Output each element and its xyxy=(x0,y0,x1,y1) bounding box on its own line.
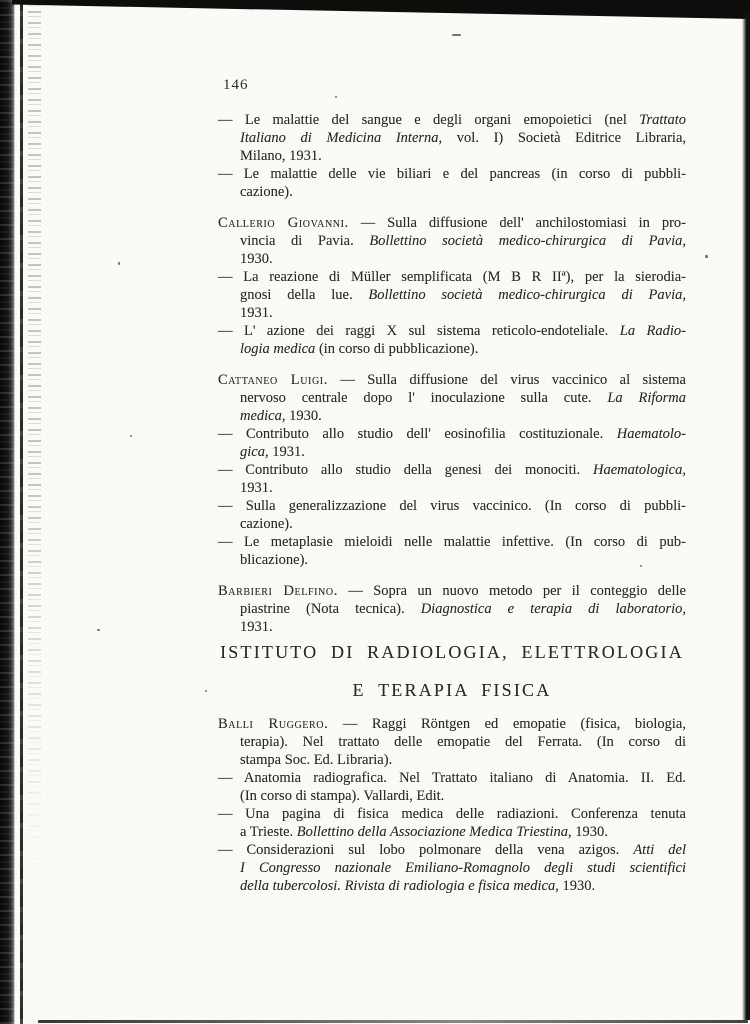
entry-line xyxy=(240,515,686,533)
entry-line xyxy=(240,443,686,461)
entry-line xyxy=(218,425,686,443)
entry-text: — Sulla diffusione dell' anchilostomiasi in pro- xyxy=(348,215,686,231)
scan-speck xyxy=(452,34,461,36)
entry-text: — La reazione di Müller semplificata (M B R IIª), per la sierodia- xyxy=(218,269,686,285)
scan-speck xyxy=(705,255,708,258)
entry-line xyxy=(218,805,686,823)
author-name: Barbieri Delfino. xyxy=(218,583,338,599)
entry-line xyxy=(240,340,686,358)
entry-line xyxy=(240,787,686,805)
bibliography-text-block xyxy=(218,111,686,895)
entry-text: 1930. xyxy=(240,251,273,267)
entry-text: (in corso di pubblicazione). xyxy=(315,341,479,357)
page-number: 146 xyxy=(223,77,249,93)
author-name: Balli Ruggero. xyxy=(218,716,329,732)
bibliography-entry xyxy=(218,268,686,322)
entry-text: 1931. xyxy=(240,305,273,321)
entry-line xyxy=(218,582,686,600)
entry-line xyxy=(218,371,686,389)
entry-text: — Contributo allo studio della genesi dei monociti. xyxy=(218,462,593,478)
cited-title-text: logia medica xyxy=(240,341,316,357)
cited-title-text: della tubercolosi. Rivista di radiologia e fisica medica xyxy=(240,878,556,894)
entry-line xyxy=(240,551,686,569)
entry-text: — Sopra un nuovo metodo per il conteggio delle xyxy=(337,583,686,599)
bibliography-entry xyxy=(218,371,686,425)
entry-line xyxy=(240,733,686,751)
entry-text: , xyxy=(682,601,687,617)
author-name: Cattaneo Luigi. xyxy=(218,372,328,388)
cited-title-text: medica xyxy=(240,408,282,424)
scan-speck xyxy=(335,96,337,98)
entry-line xyxy=(218,111,686,129)
scan-speck xyxy=(205,690,207,692)
bibliography-entry xyxy=(218,805,686,841)
bibliography-section xyxy=(218,715,686,895)
entry-text: gnosi della lue. xyxy=(240,287,369,303)
bibliography-entry xyxy=(218,322,686,358)
entry-line xyxy=(218,769,686,787)
cited-title-text: Italiano di Medicina Interna xyxy=(240,130,439,146)
bibliography-entry xyxy=(218,461,686,497)
entry-text: — Contributo allo studio dell' eosinofilia costituzionale. xyxy=(218,426,617,442)
bibliography-sections-after-heading xyxy=(218,715,686,895)
entry-text: (In corso di stampa). Vallardi, Edit. xyxy=(240,788,445,804)
entry-text: — Considerazioni sul lobo polmonare della vena azigos. xyxy=(218,842,634,858)
entry-text: — Le malattie del sangue e degli organi emopoietici (nel xyxy=(218,112,640,128)
entry-line xyxy=(218,322,686,340)
bibliography-section xyxy=(218,214,686,358)
institute-heading-line-1: ISTITUTO DI RADIOLOGIA, ELETTROLOGIA xyxy=(220,642,684,662)
entry-line xyxy=(240,129,686,147)
entry-line xyxy=(240,618,686,636)
institute-heading xyxy=(218,641,686,701)
entry-text: — Raggi Röntgen ed emopatie (fisica, biologia, xyxy=(328,716,686,732)
entry-text: a Trieste. xyxy=(240,824,297,840)
scan-speck xyxy=(97,629,100,631)
bibliography-entry xyxy=(218,841,686,895)
entry-text: — Una pagina di fisica medica delle radiazioni. Conferenza tenuta xyxy=(218,806,686,822)
scan-speck xyxy=(118,262,120,265)
bibliography-section xyxy=(218,371,686,569)
entry-line xyxy=(218,841,686,859)
entry-text: — L' azione dei raggi X sul sistema reticolo-endoteliale. xyxy=(218,323,620,339)
entry-line xyxy=(240,147,686,165)
entry-line xyxy=(240,286,686,304)
entry-text: 1931. xyxy=(240,619,273,635)
bibliography-section xyxy=(218,111,686,201)
entry-line xyxy=(240,479,686,497)
entry-text: Milano, 1931. xyxy=(240,148,322,164)
institute-heading-line-2: E TERAPIA FISICA xyxy=(352,680,552,700)
entry-line xyxy=(218,214,686,232)
cited-title-text: Atti del xyxy=(633,842,686,858)
entry-line xyxy=(240,859,686,877)
entry-text: , 1931. xyxy=(264,444,305,460)
entry-text: nervoso centrale dopo l' inoculazione sulla cute. xyxy=(240,390,608,406)
bibliography-entry xyxy=(218,715,686,769)
bibliography-entry xyxy=(218,425,686,461)
entry-text: , xyxy=(682,462,686,478)
binding-speckle-texture xyxy=(28,0,41,880)
entry-text: — Sulla generalizzazione del virus vaccinico. (In corso di pubbli- xyxy=(218,498,686,514)
entry-text: — Le metaplasie mieloidi nelle malattie infettive. (In corso di pub- xyxy=(218,534,686,550)
entry-text: , 1930. xyxy=(567,824,608,840)
entry-line xyxy=(218,533,686,551)
entry-text: stampa Soc. Ed. Libraria). xyxy=(240,752,393,768)
binding-crease-line xyxy=(20,0,23,1024)
entry-text: vincia di Pavia. xyxy=(240,233,370,249)
bibliography-sections-before-heading xyxy=(218,111,686,636)
cited-title-text: La Riforma xyxy=(607,390,686,406)
cited-title-text: Bollettino società medico-chirurgica di Pavia, xyxy=(369,233,687,249)
cited-title-text: Diagnostica e terapia di laboratorio xyxy=(420,601,683,617)
entry-line xyxy=(240,183,686,201)
bibliography-entry xyxy=(218,582,686,636)
entry-line xyxy=(218,268,686,286)
entry-text: , 1930. xyxy=(555,878,596,894)
cited-title-text: Haematologica xyxy=(592,462,683,478)
entry-text: piastrine (Nota tecnica). xyxy=(240,601,421,617)
entry-line xyxy=(240,250,686,268)
scan-bottom-shadow xyxy=(38,1020,748,1023)
entry-text: cazione). xyxy=(240,184,293,200)
scan-right-shadow xyxy=(742,13,750,1020)
entry-line xyxy=(240,232,686,250)
entry-text: , vol. I) Società Editrice Libraria, xyxy=(438,130,687,146)
entry-text: blicazione). xyxy=(240,552,309,568)
cited-title-text: La Radio- xyxy=(619,323,687,339)
cited-title-text: I Congresso nazionale Emiliano-Romagnolo degli studi scientifici xyxy=(240,860,686,876)
bibliography-section xyxy=(218,582,686,636)
entry-text: terapia). Nel trattato delle emopatie del Ferrata. (In corso di xyxy=(240,734,686,750)
cited-title-text: Bollettino società medico-chirurgica di Pavia, xyxy=(368,287,686,303)
entry-text: — Sulla diffusione del virus vaccinico al sistema xyxy=(327,372,686,388)
entry-line xyxy=(240,407,686,425)
scan-top-shadow xyxy=(12,0,750,19)
bibliography-entry xyxy=(218,497,686,533)
entry-text: , 1930. xyxy=(281,408,322,424)
cited-title-text: Bollettino della Associazione Medica Triestina xyxy=(296,824,568,840)
cited-title-text: Trattato xyxy=(639,112,686,128)
entry-line xyxy=(240,304,686,322)
entry-line xyxy=(218,165,686,183)
entry-line xyxy=(218,715,686,733)
entry-line xyxy=(240,823,686,841)
entry-text: — Anatomia radiografica. Nel Trattato italiano di Anatomia. II. Ed. xyxy=(218,770,686,786)
scan-speck xyxy=(130,435,132,437)
entry-text: — Le malattie delle vie biliari e del pancreas (in corso di pubbli- xyxy=(218,166,686,182)
bibliography-entry xyxy=(218,769,686,805)
entry-line xyxy=(218,461,686,479)
entry-line xyxy=(240,751,686,769)
bibliography-entry xyxy=(218,165,686,201)
entry-line xyxy=(218,497,686,515)
entry-line xyxy=(240,389,686,407)
bibliography-entry xyxy=(218,533,686,569)
cited-title-text: gica xyxy=(240,444,265,460)
entry-line xyxy=(240,877,686,895)
entry-text: cazione). xyxy=(240,516,293,532)
book-binding-edge xyxy=(0,0,15,1024)
bibliography-entry xyxy=(218,111,686,165)
cited-title-text: Haematolo- xyxy=(616,426,686,442)
entry-line xyxy=(240,600,686,618)
bibliography-entry xyxy=(218,214,686,268)
entry-text: 1931. xyxy=(240,480,273,496)
author-name: Callerio Giovanni. xyxy=(218,215,349,231)
